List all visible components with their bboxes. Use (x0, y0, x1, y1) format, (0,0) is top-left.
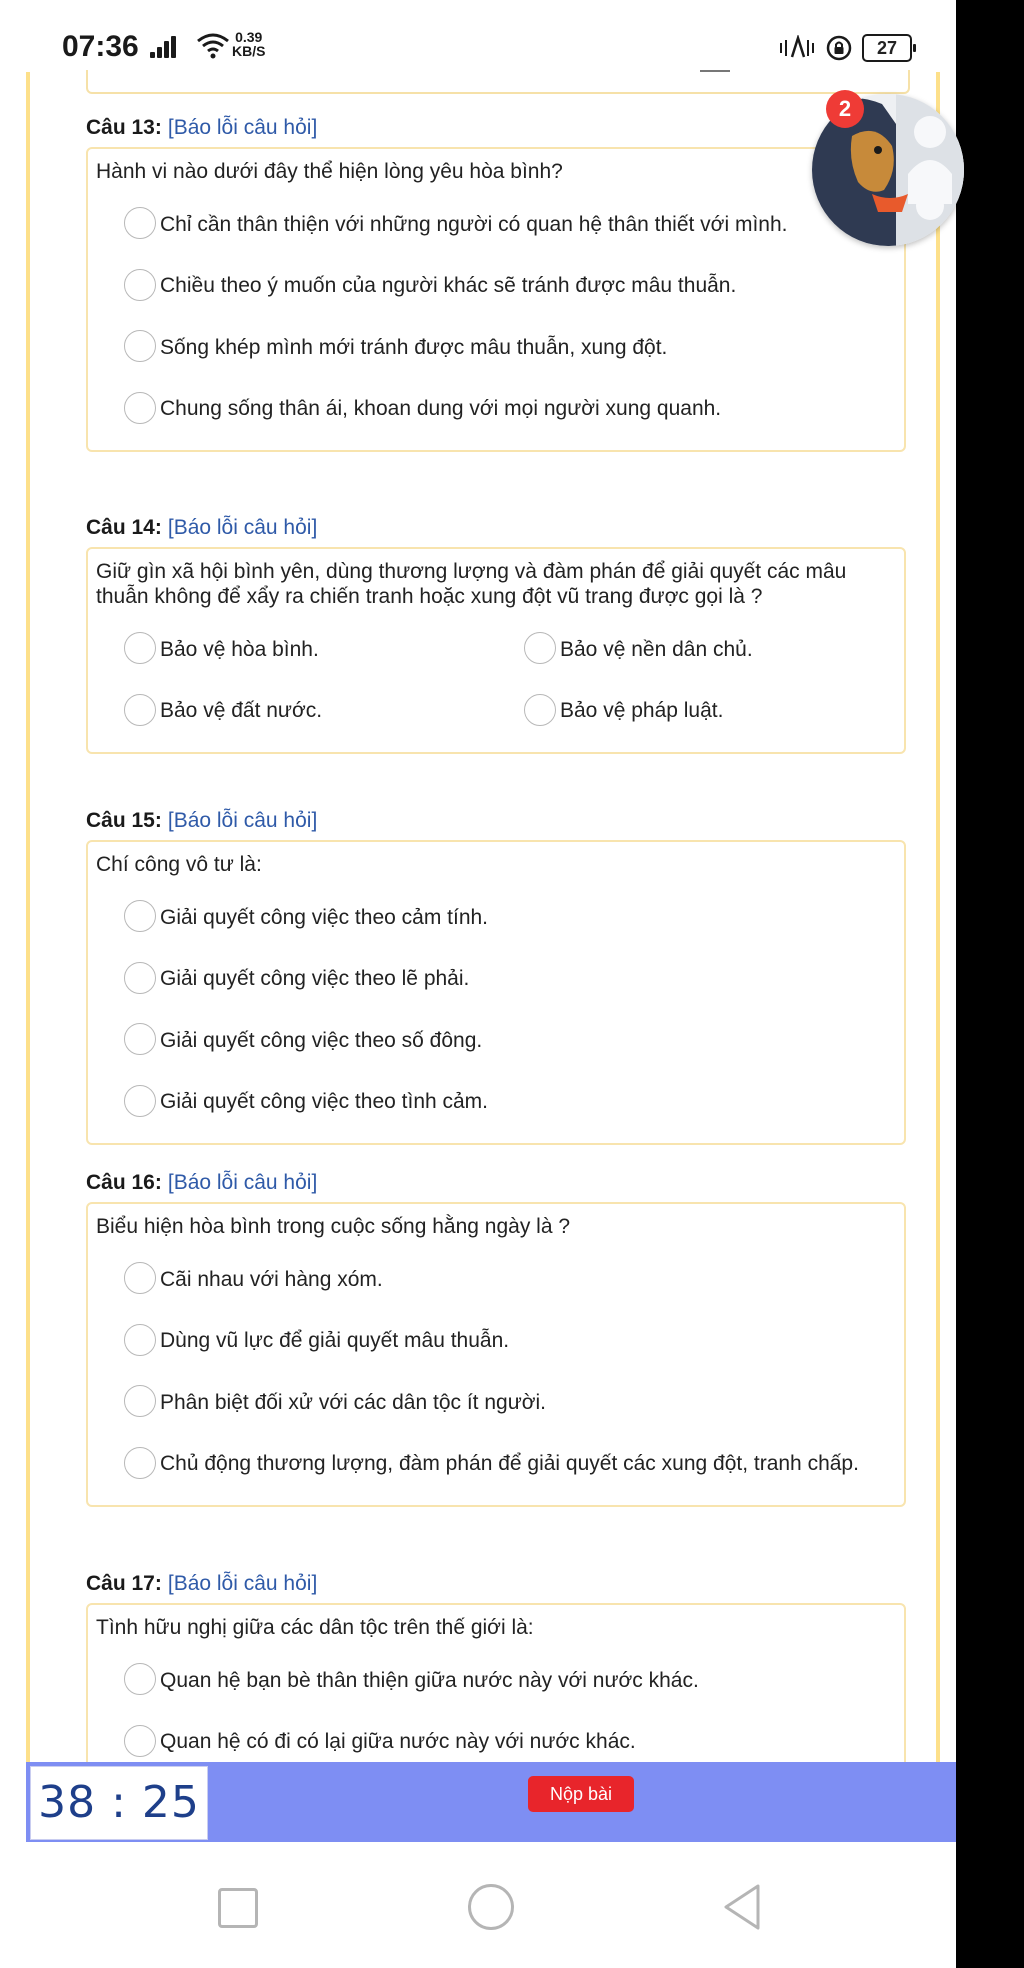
question-13 (86, 113, 906, 452)
answer-option-text: Chung sống thân ái, khoan dung với mọi người xung quanh. (160, 397, 722, 421)
battery-level: 27 (862, 34, 912, 62)
report-error-link[interactable]: [Báo lỗi câu hỏi] (167, 1171, 318, 1194)
question-header (86, 806, 906, 840)
wifi-icon (196, 32, 230, 60)
question-card (86, 1202, 906, 1507)
radio-button[interactable] (124, 1262, 156, 1294)
question-14 (86, 513, 906, 754)
recent-apps-icon[interactable] (218, 1888, 258, 1928)
radio-button[interactable] (124, 207, 156, 239)
answer-option[interactable] (96, 883, 896, 944)
question-text: Biểu hiện hòa bình trong cuộc sống hằng ngày là ? (96, 1215, 571, 1238)
answer-option[interactable] (96, 1646, 896, 1707)
radio-button[interactable] (124, 392, 156, 424)
answer-option[interactable] (96, 944, 896, 1005)
network-speed-unit: KB/S (232, 43, 266, 59)
answer-option-text: Sống khép mình mới tránh được mâu thuẫn, xung đột. (160, 335, 668, 359)
answer-option[interactable] (496, 615, 896, 676)
radio-button[interactable] (124, 694, 156, 726)
back-icon[interactable] (720, 1882, 764, 1932)
question-number: Câu 16: (86, 1171, 162, 1194)
answer-option[interactable] (96, 374, 896, 435)
battery-icon (862, 34, 916, 62)
answer-option-text: Giải quyết công việc theo tình cảm. (160, 1090, 489, 1114)
answer-option-text: Phân biệt đối xử với các dân tộc ít người. (160, 1390, 547, 1414)
signal-icon (150, 34, 180, 58)
answer-option[interactable] (96, 615, 496, 676)
navigation-bar (0, 1842, 956, 1968)
screen-edge (956, 0, 1024, 1968)
answer-option-text: Giải quyết công việc theo số đông. (160, 1028, 483, 1052)
answer-option[interactable] (96, 1707, 896, 1768)
question-number: Câu 17: (86, 1572, 162, 1595)
network-speed (232, 30, 265, 58)
status-right-group (778, 34, 916, 62)
question-card (86, 547, 906, 754)
report-error-link[interactable]: [Báo lỗi câu hỏi] (167, 516, 318, 539)
question-number: Câu 13: (86, 116, 162, 139)
question-16 (86, 1168, 906, 1507)
radio-button[interactable] (524, 632, 556, 664)
page-rail-right (936, 72, 940, 1762)
answer-option-text: Chiều theo ý muốn của người khác sẽ tránh được mâu thuẫn. (160, 274, 737, 298)
answer-option[interactable] (96, 313, 896, 374)
radio-button[interactable] (124, 900, 156, 932)
countdown-timer: 38 : 25 (30, 1766, 208, 1840)
question-text: Chí công vô tư là: (96, 853, 262, 876)
question-number: Câu 14: (86, 516, 162, 539)
radio-button[interactable] (124, 1385, 156, 1417)
answer-option-text: Quan hệ bạn bè thân thiện giữa nước này với nước khác. (160, 1669, 699, 1692)
question-text: Tình hữu nghị giữa các dân tộc trên thế giới là: (96, 1616, 534, 1639)
radio-button[interactable] (124, 1725, 156, 1757)
question-number: Câu 15: (86, 809, 162, 832)
answer-option-text: Quan hệ có đi có lại giữa nước này với nước khác. (160, 1730, 636, 1754)
answer-option[interactable] (96, 1306, 896, 1367)
question-card (86, 840, 906, 1145)
answer-option-text: Chỉ cần thân thiện với những người có quan hệ thân thiết với mình. (160, 213, 788, 236)
answer-option-text: Giải quyết công việc theo lẽ phải. (160, 967, 470, 991)
question-header (86, 113, 906, 147)
answer-option-text: Chủ động thương lượng, đàm phán để giải quyết các xung đột, tranh chấp. (160, 1452, 859, 1476)
answer-option[interactable] (96, 251, 896, 312)
notification-badge: 2 (826, 90, 864, 128)
answer-option-text: Bảo vệ pháp luật. (560, 699, 724, 723)
status-bar (0, 0, 956, 72)
rotation-lock-icon (826, 35, 852, 61)
vibrate-icon (778, 35, 816, 61)
answer-option[interactable] (96, 1245, 896, 1306)
quiz-bottom-bar (26, 1762, 956, 1842)
answer-option-text: Bảo vệ hòa bình. (160, 638, 319, 661)
radio-button[interactable] (124, 1324, 156, 1356)
answer-option[interactable] (96, 1067, 896, 1128)
answer-option-text: Giải quyết công việc theo cảm tính. (160, 906, 489, 929)
answer-option[interactable] (96, 190, 896, 251)
submit-button[interactable]: Nộp bài (528, 1776, 634, 1812)
question-header (86, 1569, 906, 1603)
report-error-link[interactable]: [Báo lỗi câu hỏi] (167, 116, 318, 139)
divider (700, 70, 730, 72)
answer-option[interactable] (96, 676, 496, 737)
previous-question-card (86, 70, 910, 94)
question-text: Giữ gìn xã hội bình yên, dùng thương lượng và đàm phán để giải quyết các mâu thuẫn không để xẩy ra chiến tranh hoặc xung đột vũ trang được gọi là ? (96, 560, 847, 608)
home-icon[interactable] (468, 1884, 514, 1930)
radio-button[interactable] (524, 694, 556, 726)
radio-button[interactable] (124, 1023, 156, 1055)
answer-option-text: Dùng vũ lực để giải quyết mâu thuẫn. (160, 1329, 510, 1353)
question-header (86, 513, 906, 547)
page-rail-left (26, 72, 30, 1762)
report-error-link[interactable]: [Báo lỗi câu hỏi] (167, 1572, 318, 1595)
question-17 (86, 1569, 906, 1785)
radio-button[interactable] (124, 269, 156, 301)
question-text: Hành vi nào dưới đây thể hiện lòng yêu hòa bình? (96, 160, 563, 183)
radio-button[interactable] (124, 1447, 156, 1479)
answer-option[interactable] (96, 1006, 896, 1067)
report-error-link[interactable]: [Báo lỗi câu hỏi] (167, 809, 318, 832)
answer-option[interactable] (496, 676, 896, 737)
radio-button[interactable] (124, 1663, 156, 1695)
radio-button[interactable] (124, 632, 156, 664)
answer-option-text: Bảo vệ nền dân chủ. (560, 638, 753, 661)
answer-option[interactable] (96, 1368, 896, 1429)
network-speed-value: 0.39 (235, 29, 263, 45)
chat-head-bubble[interactable] (812, 94, 972, 254)
question-header (86, 1168, 906, 1202)
radio-button[interactable] (124, 1085, 156, 1117)
status-time: 07:36 (62, 30, 139, 63)
radio-button[interactable] (124, 330, 156, 362)
question-15 (86, 806, 906, 1145)
answer-option[interactable] (96, 1429, 896, 1490)
answer-option-text: Bảo vệ đất nước. (160, 699, 323, 723)
question-card (86, 147, 906, 452)
radio-button[interactable] (124, 962, 156, 994)
answer-option-text: Cãi nhau với hàng xóm. (160, 1268, 383, 1291)
question-card (86, 1603, 906, 1785)
